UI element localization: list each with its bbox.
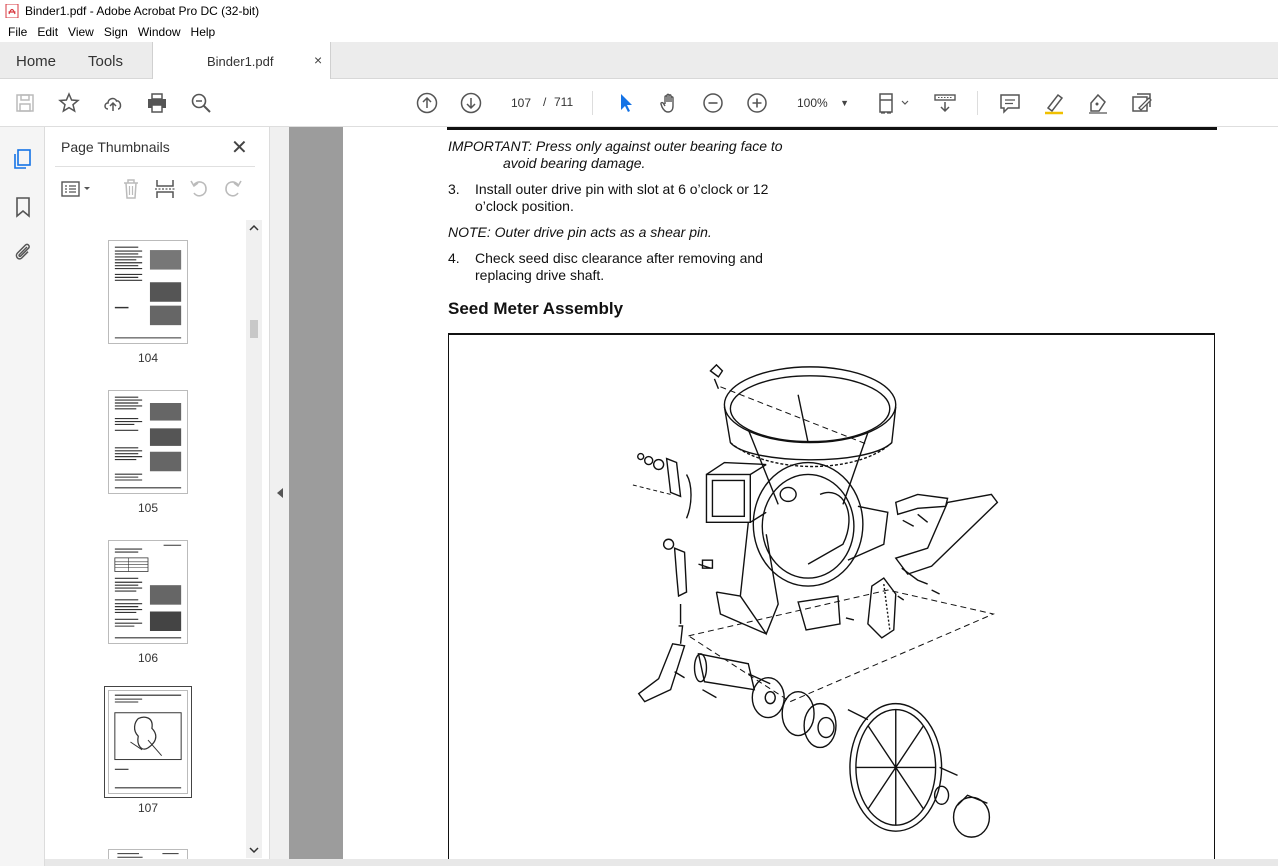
thumbnail-page-106[interactable] — [108, 540, 188, 644]
page-separator: / — [543, 95, 547, 109]
step-3-line1: Install outer drive pin with slot at 6 o’clock or 12 — [475, 181, 769, 197]
navigation-rail — [0, 127, 45, 866]
zoom-out-icon[interactable] — [701, 91, 725, 115]
scrollbar-thumb[interactable] — [250, 320, 258, 338]
title-bar — [0, 0, 1278, 22]
zoom-level-select[interactable] — [789, 91, 855, 115]
attachments-paperclip-icon[interactable] — [11, 240, 35, 264]
thumbnail-page-107[interactable] — [108, 690, 188, 794]
extract-pages-icon[interactable] — [153, 177, 177, 201]
seed-meter-exploded-diagram — [449, 335, 1214, 866]
upload-cloud-icon[interactable] — [101, 91, 125, 115]
scroll-down-icon[interactable] — [246, 842, 262, 858]
horizontal-scrollbar[interactable] — [45, 859, 1278, 866]
toolbar-divider — [977, 91, 978, 115]
menu-file[interactable]: File — [8, 25, 28, 39]
step-4-line1: Check seed disc clearance after removing and — [475, 250, 763, 266]
thumbnail-label: 104 — [137, 351, 159, 365]
tab-document-label: Binder1.pdf — [207, 54, 274, 69]
step-3-number: 3. — [448, 181, 460, 197]
thumbnail-label: 105 — [137, 501, 159, 515]
thumbnail-label: 106 — [137, 651, 159, 665]
close-icon[interactable]: ✕ — [231, 137, 248, 159]
window-title: Binder1.pdf - Adobe Acrobat Pro DC (32-bit) — [25, 4, 260, 18]
tab-close-icon[interactable]: × — [314, 52, 323, 68]
tab-document[interactable] — [152, 42, 331, 79]
pdf-page — [343, 127, 1278, 860]
collapse-arrow-icon[interactable] — [275, 487, 285, 499]
panel-divider — [55, 166, 255, 167]
tab-home[interactable]: Home — [16, 53, 57, 70]
page-preview-image — [109, 691, 187, 793]
scroll-mode-icon[interactable] — [933, 91, 957, 115]
seed-meter-figure — [448, 333, 1215, 866]
fill-sign-icon[interactable] — [1086, 91, 1110, 115]
thumbnails-scrollbar[interactable] — [246, 220, 262, 858]
page-number-input[interactable]: 107 — [501, 91, 541, 115]
thumbnail-label: 107 — [137, 801, 159, 815]
menu-bar — [0, 22, 1278, 42]
thumbnail-page-104[interactable] — [108, 240, 188, 344]
document-view[interactable] — [289, 127, 1278, 860]
main-toolbar — [0, 79, 1278, 127]
step-4-number: 4. — [448, 250, 460, 266]
menu-view[interactable]: View — [68, 25, 94, 39]
tab-bar — [0, 42, 1278, 79]
page-thumbnails-icon[interactable] — [11, 147, 35, 171]
edit-pdf-icon[interactable] — [1130, 91, 1154, 115]
step-4-line2: replacing drive shaft. — [475, 267, 605, 283]
bookmark-star-icon[interactable] — [57, 91, 81, 115]
page-top-rule — [447, 127, 1217, 130]
print-icon[interactable] — [145, 91, 169, 115]
delete-trash-icon[interactable] — [119, 177, 143, 201]
acrobat-app-icon — [5, 4, 19, 18]
toolbar-divider — [592, 91, 593, 115]
shear-pin-note: NOTE: Outer drive pin acts as a shear pin. — [448, 224, 712, 240]
options-menu-icon[interactable] — [60, 177, 94, 201]
important-note-line1: IMPORTANT: Press only against outer bearing face to — [448, 138, 783, 154]
bookmarks-icon[interactable] — [11, 195, 35, 219]
thumbnail-tools — [55, 175, 255, 205]
menu-edit[interactable]: Edit — [37, 25, 59, 39]
save-icon[interactable] — [13, 91, 37, 115]
menu-window[interactable]: Window — [137, 25, 181, 39]
scroll-up-icon[interactable] — [246, 220, 262, 236]
comment-icon[interactable] — [998, 91, 1022, 115]
zoom-level-value: 100% — [797, 96, 828, 110]
step-3-line2: o’clock position. — [475, 198, 574, 214]
thumbnail-page-105[interactable] — [108, 390, 188, 494]
rotate-left-icon[interactable] — [187, 177, 211, 201]
next-page-icon[interactable] — [459, 91, 483, 115]
section-heading: Seed Meter Assembly — [448, 299, 624, 318]
page-preview-image — [109, 391, 187, 493]
chevron-down-icon: ▼ — [840, 98, 849, 108]
page-preview-image — [109, 241, 187, 343]
zoom-in-icon[interactable] — [745, 91, 769, 115]
zoom-search-icon[interactable] — [189, 91, 213, 115]
highlight-pen-icon[interactable] — [1042, 91, 1066, 115]
panel-title: Page Thumbnails — [61, 139, 170, 155]
important-note-line2: avoid bearing damage. — [503, 155, 646, 171]
menu-sign[interactable]: Sign — [103, 25, 128, 39]
page-thumbnails-panel — [45, 127, 270, 866]
select-cursor-icon[interactable] — [613, 91, 637, 115]
previous-page-icon[interactable] — [415, 91, 439, 115]
page-preview-image — [109, 541, 187, 643]
menu-help[interactable]: Help — [190, 25, 216, 39]
page-fit-icon[interactable] — [877, 91, 911, 115]
total-pages: 711 — [554, 95, 574, 109]
rotate-right-icon[interactable] — [221, 177, 245, 201]
panel-collapse-strip[interactable] — [270, 127, 289, 866]
hand-tool-icon[interactable] — [657, 91, 681, 115]
tab-tools[interactable]: Tools — [88, 53, 124, 70]
